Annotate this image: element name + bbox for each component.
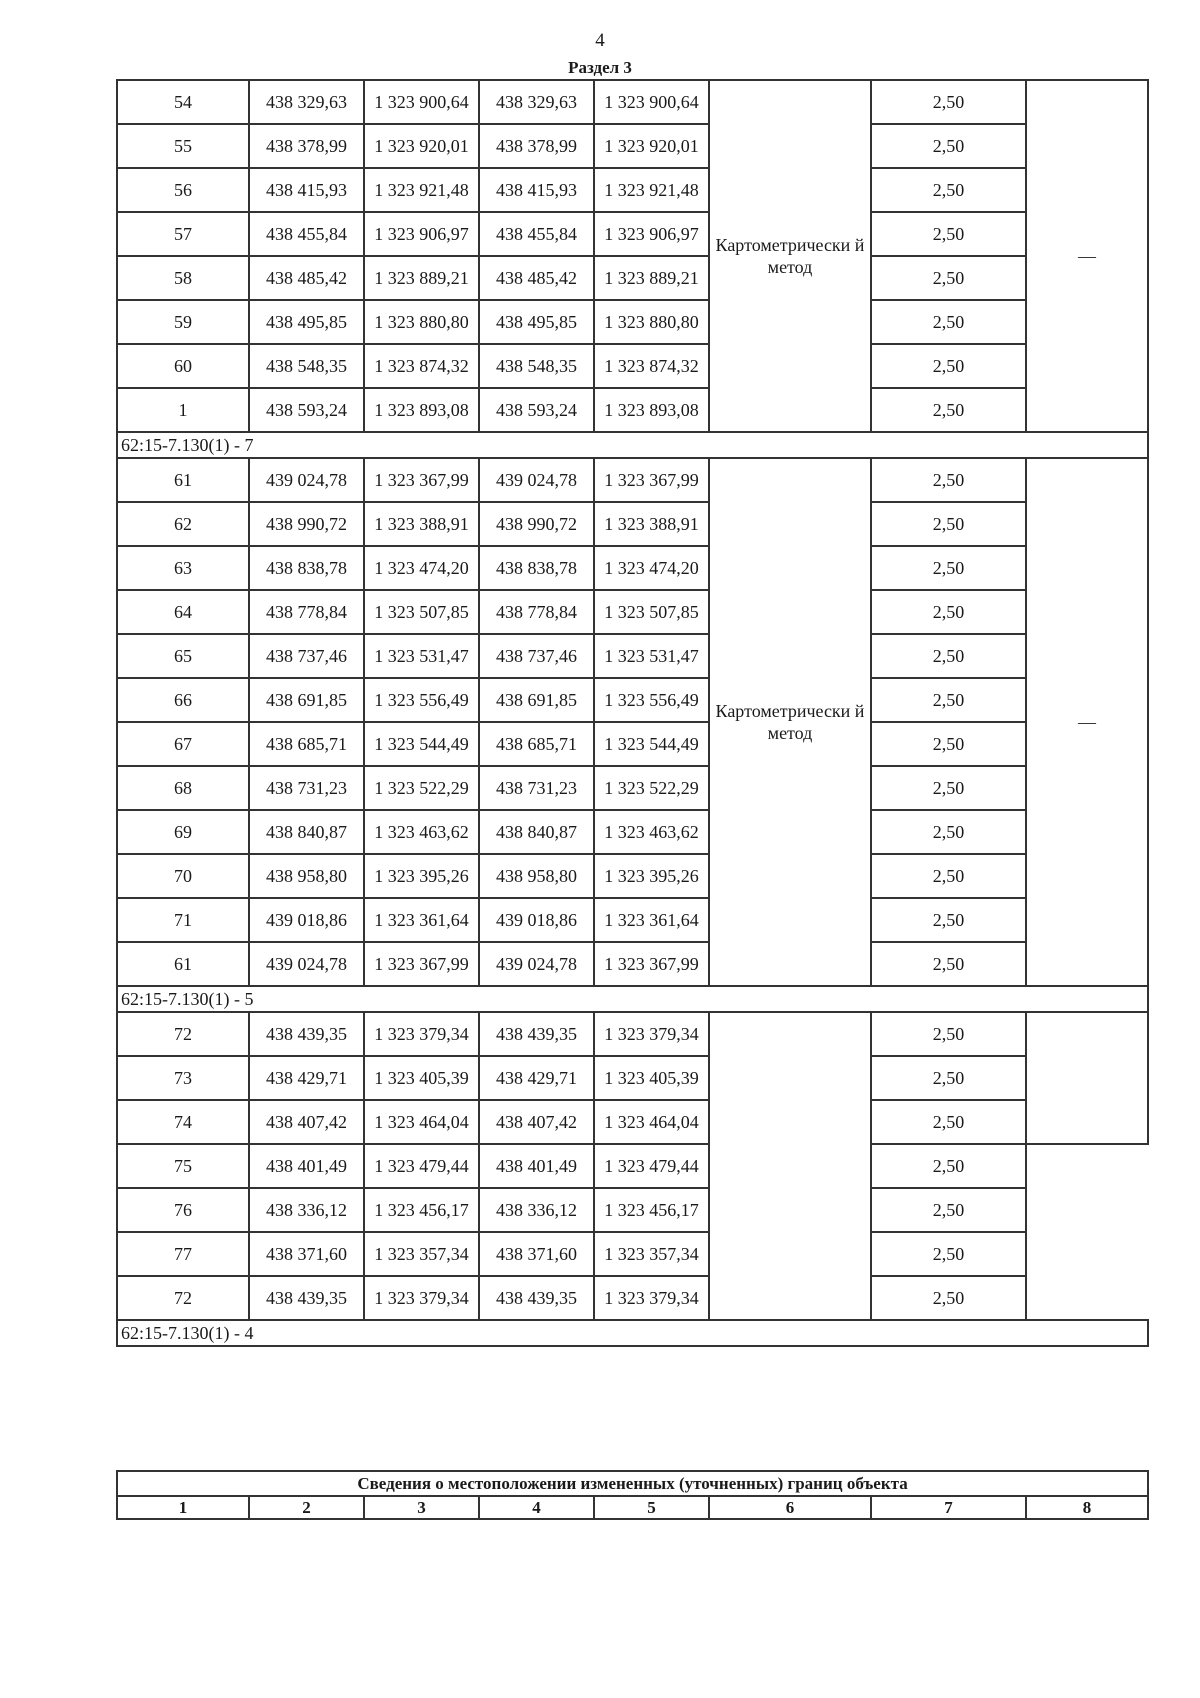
x-coordinate: 438 685,71	[249, 722, 364, 766]
x-coordinate-refined: 438 495,85	[479, 300, 594, 344]
x-coordinate-refined: 438 685,71	[479, 722, 594, 766]
remark-cell: —	[1026, 458, 1148, 986]
x-coordinate: 438 485,42	[249, 256, 364, 300]
point-number: 59	[117, 300, 249, 344]
remark-cell: —	[1026, 80, 1148, 432]
table-row	[117, 502, 1148, 546]
point-number: 1	[117, 388, 249, 432]
point-number: 56	[117, 168, 249, 212]
table-row	[117, 1056, 1148, 1100]
x-coordinate: 438 439,35	[249, 1276, 364, 1320]
section-title: Раздел 3	[568, 58, 632, 77]
table-row	[117, 1188, 1148, 1232]
page-number: 4	[595, 30, 605, 51]
y-coordinate-refined: 1 323 379,34	[594, 1276, 709, 1320]
x-coordinate-refined: 438 336,12	[479, 1188, 594, 1232]
point-number: 65	[117, 634, 249, 678]
x-coordinate-refined: 438 990,72	[479, 502, 594, 546]
accuracy-value: 2,50	[871, 1100, 1026, 1144]
accuracy-value: 2,50	[871, 1276, 1026, 1320]
y-coordinate-refined: 1 323 522,29	[594, 766, 709, 810]
table-row	[117, 766, 1148, 810]
accuracy-value: 2,50	[871, 1232, 1026, 1276]
y-coordinate-refined: 1 323 379,34	[594, 1012, 709, 1056]
table-row	[117, 898, 1148, 942]
point-number: 77	[117, 1232, 249, 1276]
point-number: 71	[117, 898, 249, 942]
x-coordinate-refined: 438 548,35	[479, 344, 594, 388]
y-coordinate: 1 323 357,34	[364, 1232, 479, 1276]
accuracy-value: 2,50	[871, 458, 1026, 502]
point-number: 54	[117, 80, 249, 124]
x-coordinate-refined: 438 371,60	[479, 1232, 594, 1276]
x-coordinate: 438 439,35	[249, 1012, 364, 1056]
y-coordinate: 1 323 544,49	[364, 722, 479, 766]
accuracy-value: 2,50	[871, 810, 1026, 854]
x-coordinate-refined: 439 024,78	[479, 942, 594, 986]
y-coordinate: 1 323 920,01	[364, 124, 479, 168]
y-coordinate-refined: 1 323 507,85	[594, 590, 709, 634]
x-coordinate-refined: 439 024,78	[479, 458, 594, 502]
table-row	[117, 300, 1148, 344]
parcel-label: 62:15-7.130(1) - 7	[117, 432, 1148, 458]
y-coordinate-refined: 1 323 921,48	[594, 168, 709, 212]
accuracy-value: 2,50	[871, 634, 1026, 678]
y-coordinate: 1 323 388,91	[364, 502, 479, 546]
accuracy-value: 2,50	[871, 80, 1026, 124]
table-row	[117, 388, 1148, 432]
x-coordinate-refined: 438 401,49	[479, 1144, 594, 1188]
accuracy-value: 2,50	[871, 388, 1026, 432]
table-row	[117, 458, 1148, 502]
y-coordinate: 1 323 405,39	[364, 1056, 479, 1100]
point-number: 55	[117, 124, 249, 168]
x-coordinate: 438 737,46	[249, 634, 364, 678]
point-number: 73	[117, 1056, 249, 1100]
column-number: 2	[249, 1496, 364, 1519]
method-cell: Картометрически й метод	[709, 458, 871, 986]
y-coordinate-refined: 1 323 388,91	[594, 502, 709, 546]
y-coordinate-refined: 1 323 880,80	[594, 300, 709, 344]
y-coordinate: 1 323 906,97	[364, 212, 479, 256]
y-coordinate-refined: 1 323 556,49	[594, 678, 709, 722]
table-row	[117, 590, 1148, 634]
table-row	[117, 722, 1148, 766]
table-row	[117, 212, 1148, 256]
point-number: 63	[117, 546, 249, 590]
accuracy-value: 2,50	[871, 168, 1026, 212]
x-coordinate: 438 401,49	[249, 1144, 364, 1188]
column-number: 3	[364, 1496, 479, 1519]
y-coordinate-refined: 1 323 463,62	[594, 810, 709, 854]
x-coordinate: 438 415,93	[249, 168, 364, 212]
x-coordinate: 438 731,23	[249, 766, 364, 810]
x-coordinate-refined: 438 691,85	[479, 678, 594, 722]
y-coordinate: 1 323 395,26	[364, 854, 479, 898]
accuracy-value: 2,50	[871, 678, 1026, 722]
table-row	[117, 810, 1148, 854]
x-coordinate: 438 838,78	[249, 546, 364, 590]
x-coordinate-refined: 439 018,86	[479, 898, 594, 942]
x-coordinate-refined: 438 485,42	[479, 256, 594, 300]
method-cell: Картометрически й метод	[709, 80, 871, 432]
parcel-label-row	[117, 432, 1148, 458]
table-row	[117, 1144, 1148, 1188]
point-number: 61	[117, 942, 249, 986]
parcel-label-row	[117, 1320, 1148, 1346]
parcel-label: 62:15-7.130(1) - 5	[117, 986, 1148, 1012]
x-coordinate-refined: 438 329,63	[479, 80, 594, 124]
accuracy-value: 2,50	[871, 124, 1026, 168]
x-coordinate: 438 455,84	[249, 212, 364, 256]
point-number: 62	[117, 502, 249, 546]
point-number: 69	[117, 810, 249, 854]
y-coordinate: 1 323 361,64	[364, 898, 479, 942]
point-number: 74	[117, 1100, 249, 1144]
column-number: 6	[709, 1496, 871, 1519]
x-coordinate-refined: 438 455,84	[479, 212, 594, 256]
y-coordinate: 1 323 531,47	[364, 634, 479, 678]
accuracy-value: 2,50	[871, 854, 1026, 898]
y-coordinate: 1 323 889,21	[364, 256, 479, 300]
x-coordinate: 438 378,99	[249, 124, 364, 168]
table-row	[117, 678, 1148, 722]
x-coordinate-refined: 438 439,35	[479, 1276, 594, 1320]
y-coordinate: 1 323 464,04	[364, 1100, 479, 1144]
x-coordinate-refined: 438 778,84	[479, 590, 594, 634]
y-coordinate: 1 323 463,62	[364, 810, 479, 854]
y-coordinate-refined: 1 323 900,64	[594, 80, 709, 124]
accuracy-value: 2,50	[871, 898, 1026, 942]
y-coordinate-refined: 1 323 874,32	[594, 344, 709, 388]
y-coordinate-refined: 1 323 531,47	[594, 634, 709, 678]
y-coordinate-refined: 1 323 395,26	[594, 854, 709, 898]
accuracy-value: 2,50	[871, 1056, 1026, 1100]
y-coordinate: 1 323 456,17	[364, 1188, 479, 1232]
table-row	[117, 1232, 1148, 1276]
y-coordinate-refined: 1 323 906,97	[594, 212, 709, 256]
table-row	[117, 1012, 1148, 1056]
x-coordinate-refined: 438 593,24	[479, 388, 594, 432]
table-row	[117, 1100, 1148, 1144]
y-coordinate: 1 323 900,64	[364, 80, 479, 124]
x-coordinate-refined: 438 439,35	[479, 1012, 594, 1056]
x-coordinate-refined: 438 407,42	[479, 1100, 594, 1144]
x-coordinate-refined: 438 838,78	[479, 546, 594, 590]
y-coordinate-refined: 1 323 474,20	[594, 546, 709, 590]
y-coordinate: 1 323 522,29	[364, 766, 479, 810]
x-coordinate: 438 778,84	[249, 590, 364, 634]
y-coordinate: 1 323 367,99	[364, 458, 479, 502]
table-row	[117, 942, 1148, 986]
column-number: 5	[594, 1496, 709, 1519]
summary-table	[116, 1470, 1149, 1520]
point-number: 66	[117, 678, 249, 722]
x-coordinate: 438 336,12	[249, 1188, 364, 1232]
column-number: 4	[479, 1496, 594, 1519]
y-coordinate-refined: 1 323 544,49	[594, 722, 709, 766]
x-coordinate: 438 691,85	[249, 678, 364, 722]
coordinates-table	[116, 79, 1149, 1347]
accuracy-value: 2,50	[871, 722, 1026, 766]
x-coordinate: 439 024,78	[249, 458, 364, 502]
y-coordinate: 1 323 479,44	[364, 1144, 479, 1188]
remark-cell	[1026, 1012, 1148, 1144]
y-coordinate: 1 323 474,20	[364, 546, 479, 590]
y-coordinate: 1 323 880,80	[364, 300, 479, 344]
x-coordinate: 438 840,87	[249, 810, 364, 854]
table-row	[117, 124, 1148, 168]
y-coordinate-refined: 1 323 464,04	[594, 1100, 709, 1144]
x-coordinate: 438 407,42	[249, 1100, 364, 1144]
accuracy-value: 2,50	[871, 344, 1026, 388]
y-coordinate-refined: 1 323 479,44	[594, 1144, 709, 1188]
accuracy-value: 2,50	[871, 1012, 1026, 1056]
point-number: 67	[117, 722, 249, 766]
parcel-label: 62:15-7.130(1) - 4	[117, 1320, 1148, 1346]
accuracy-value: 2,50	[871, 766, 1026, 810]
parcel-label-row	[117, 986, 1148, 1012]
y-coordinate: 1 323 921,48	[364, 168, 479, 212]
point-number: 61	[117, 458, 249, 502]
accuracy-value: 2,50	[871, 1188, 1026, 1232]
y-coordinate: 1 323 893,08	[364, 388, 479, 432]
y-coordinate-refined: 1 323 361,64	[594, 898, 709, 942]
table-row	[117, 80, 1148, 124]
x-coordinate-refined: 438 731,23	[479, 766, 594, 810]
point-number: 64	[117, 590, 249, 634]
accuracy-value: 2,50	[871, 300, 1026, 344]
x-coordinate-refined: 438 737,46	[479, 634, 594, 678]
y-coordinate-refined: 1 323 456,17	[594, 1188, 709, 1232]
y-coordinate: 1 323 556,49	[364, 678, 479, 722]
x-coordinate: 438 990,72	[249, 502, 364, 546]
column-number: 1	[117, 1496, 249, 1519]
point-number: 58	[117, 256, 249, 300]
table-row	[117, 256, 1148, 300]
x-coordinate: 439 024,78	[249, 942, 364, 986]
y-coordinate: 1 323 367,99	[364, 942, 479, 986]
point-number: 76	[117, 1188, 249, 1232]
empty-cell	[1026, 1144, 1148, 1320]
point-number: 72	[117, 1012, 249, 1056]
x-coordinate: 438 548,35	[249, 344, 364, 388]
point-number: 60	[117, 344, 249, 388]
table-row	[117, 168, 1148, 212]
point-number: 68	[117, 766, 249, 810]
y-coordinate: 1 323 507,85	[364, 590, 479, 634]
y-coordinate: 1 323 379,34	[364, 1012, 479, 1056]
table-row	[117, 344, 1148, 388]
table-row	[117, 1276, 1148, 1320]
x-coordinate-refined: 438 840,87	[479, 810, 594, 854]
table-row	[117, 546, 1148, 590]
y-coordinate-refined: 1 323 357,34	[594, 1232, 709, 1276]
point-number: 57	[117, 212, 249, 256]
y-coordinate-refined: 1 323 367,99	[594, 942, 709, 986]
x-coordinate-refined: 438 429,71	[479, 1056, 594, 1100]
accuracy-value: 2,50	[871, 502, 1026, 546]
y-coordinate: 1 323 874,32	[364, 344, 479, 388]
accuracy-value: 2,50	[871, 212, 1026, 256]
x-coordinate: 438 958,80	[249, 854, 364, 898]
accuracy-value: 2,50	[871, 942, 1026, 986]
point-number: 70	[117, 854, 249, 898]
y-coordinate-refined: 1 323 889,21	[594, 256, 709, 300]
summary-title: Сведения о местоположении измененных (уточненных) границ объекта	[117, 1471, 1148, 1496]
y-coordinate-refined: 1 323 893,08	[594, 388, 709, 432]
table-row	[117, 634, 1148, 678]
x-coordinate: 438 593,24	[249, 388, 364, 432]
accuracy-value: 2,50	[871, 1144, 1026, 1188]
accuracy-value: 2,50	[871, 256, 1026, 300]
table-row	[117, 854, 1148, 898]
column-number: 8	[1026, 1496, 1148, 1519]
x-coordinate-refined: 438 378,99	[479, 124, 594, 168]
x-coordinate: 438 371,60	[249, 1232, 364, 1276]
x-coordinate-refined: 438 958,80	[479, 854, 594, 898]
y-coordinate: 1 323 379,34	[364, 1276, 479, 1320]
accuracy-value: 2,50	[871, 590, 1026, 634]
y-coordinate-refined: 1 323 405,39	[594, 1056, 709, 1100]
accuracy-value: 2,50	[871, 546, 1026, 590]
x-coordinate: 438 495,85	[249, 300, 364, 344]
x-coordinate: 438 429,71	[249, 1056, 364, 1100]
x-coordinate: 439 018,86	[249, 898, 364, 942]
y-coordinate-refined: 1 323 367,99	[594, 458, 709, 502]
point-number: 75	[117, 1144, 249, 1188]
point-number: 72	[117, 1276, 249, 1320]
y-coordinate-refined: 1 323 920,01	[594, 124, 709, 168]
method-cell	[709, 1012, 871, 1320]
x-coordinate: 438 329,63	[249, 80, 364, 124]
x-coordinate-refined: 438 415,93	[479, 168, 594, 212]
column-number: 7	[871, 1496, 1026, 1519]
